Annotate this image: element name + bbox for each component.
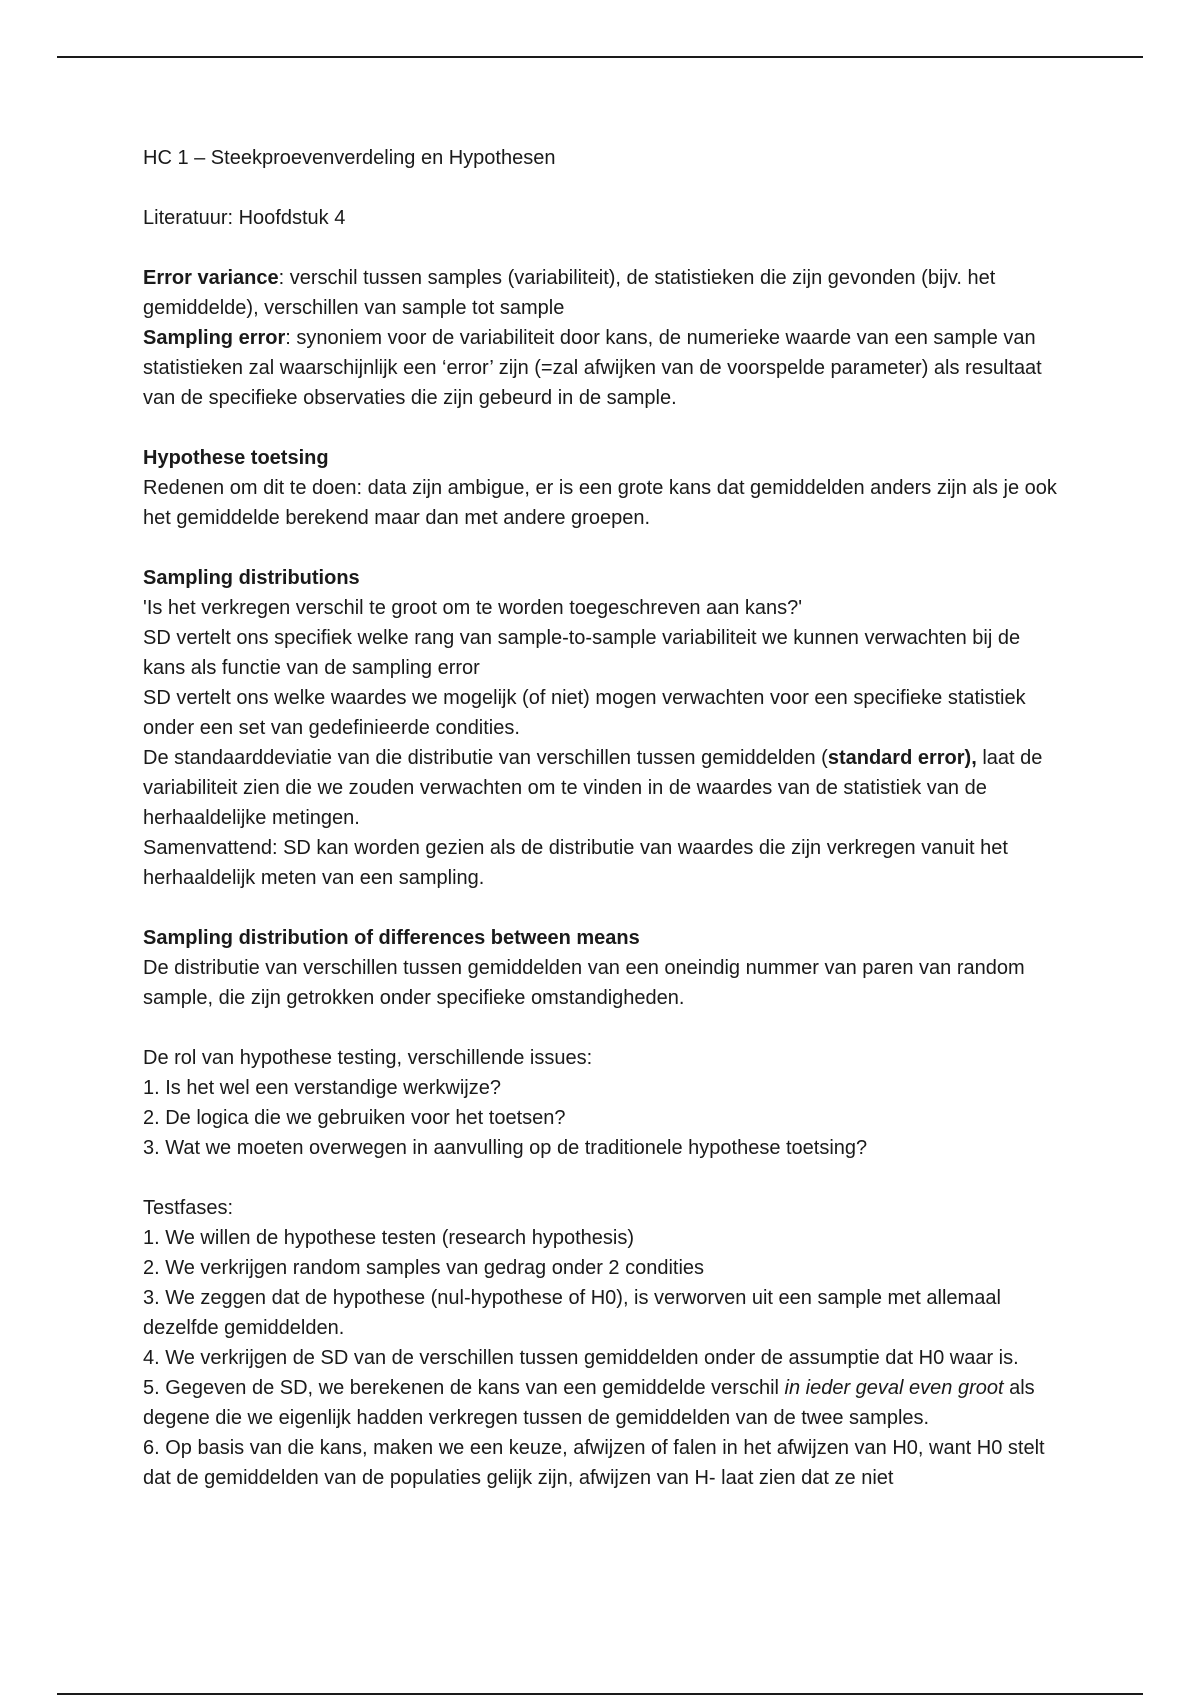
sampling-distributions-question: 'Is het verkregen verschil te groot om te worden toegeschreven aan kans?' <box>143 597 803 619</box>
list-item: 5. Gegeven de SD, we berekenen de kans van een gemiddelde verschil in ieder geval even groot als degene die we eigenlijk hadden verkregen tussen de gemiddelden van de twee samples. <box>143 1377 1035 1429</box>
document-body <box>143 143 1063 1493</box>
hypothesis-testing-text: Redenen om dit te doen: data zijn ambigue, er is een grote kans dat gemiddelden anders zijn als je ook het gemiddelde berekend maar dan met andere groepen. <box>143 477 1057 529</box>
standard-error-term: standard error), <box>827 747 977 769</box>
list-item: 2. De logica die we gebruiken voor het toetsen? <box>143 1107 566 1129</box>
error-variance-term: Error variance <box>143 267 279 289</box>
standard-error-paragraph: De standaarddeviatie van die distributie van verschillen tussen gemiddelden (standard error), laat de variabiliteit zien die we zouden verwachten om te vinden in de waardes van de statistiek van de herhaaldelijke metingen. <box>143 747 1043 829</box>
top-rule <box>57 56 1143 58</box>
document-title: HC 1 – Steekproevenverdeling en Hypothesen <box>143 147 556 169</box>
list-item: 1. We willen de hypothese testen (research hypothesis) <box>143 1227 635 1249</box>
sampling-error-text: : synoniem voor de variabiliteit door kans, de numerieke waarde van een sample van statistieken zal waarschijnlijk een ‘error’ zijn (=zal afwijken van de voorspelde parameter) als resultaat van de specifieke observaties die zijn gebeurd in de sample. <box>143 327 1042 409</box>
error-variance-paragraph <box>143 263 1063 323</box>
role-intro: De rol van hypothese testing, verschillende issues: <box>143 1047 593 1069</box>
sampling-distributions-line: SD vertelt ons welke waardes we mogelijk (of niet) mogen verwachten voor een specifieke statistiek onder een set van gedefinieerde condities. <box>143 687 1026 739</box>
bottom-rule <box>57 1693 1143 1695</box>
sampling-distributions-line: SD vertelt ons specifiek welke rang van sample-to-sample variabiliteit we kunnen verwachten bij de kans als functie van de sampling error <box>143 627 1021 679</box>
sampling-error-paragraph <box>143 323 1063 413</box>
literature-reference: Literatuur: Hoofdstuk 4 <box>143 207 346 229</box>
diff-means-heading: Sampling distribution of differences between means <box>143 927 640 949</box>
hypothesis-testing-heading: Hypothese toetsing <box>143 447 329 469</box>
diff-means-text: De distributie van verschillen tussen gemiddelden van een oneindig nummer van paren van random sample, die zijn getrokken onder specifieke omstandigheden. <box>143 957 1025 1009</box>
phases-intro: Testfases: <box>143 1197 234 1219</box>
sampling-distributions-summary: Samenvattend: SD kan worden gezien als de distributie van waardes die zijn verkregen vanuit het herhaaldelijk meten van een sampling. <box>143 837 1008 889</box>
list-item: 1. Is het wel een verstandige werkwijze? <box>143 1077 501 1099</box>
sampling-error-term: Sampling error <box>143 327 286 349</box>
sampling-distributions-heading: Sampling distributions <box>143 567 360 589</box>
list-item: 2. We verkrijgen random samples van gedrag onder 2 condities <box>143 1257 705 1279</box>
list-item: 6. Op basis van die kans, maken we een keuze, afwijzen of falen in het afwijzen van H0, want H0 stelt dat de gemiddelden van de populaties gelijk zijn, afwijzen van H- laat zien dat ze niet <box>143 1437 1045 1489</box>
list-item: 4. We verkrijgen de SD van de verschillen tussen gemiddelden onder de assumptie dat H0 waar is. <box>143 1347 1019 1369</box>
list-item: 3. We zeggen dat de hypothese (nul-hypothese of H0), is verworven uit een sample met allemaal dezelfde gemiddelden. <box>143 1287 1001 1339</box>
emphasis: in ieder geval even groot <box>784 1377 1004 1399</box>
list-item: 3. Wat we moeten overwegen in aanvulling op de traditionele hypothese toetsing? <box>143 1137 868 1159</box>
error-variance-text: : verschil tussen samples (variabiliteit), de statistieken die zijn gevonden (bijv. het gemiddelde), verschillen van sample tot sample <box>143 267 996 319</box>
